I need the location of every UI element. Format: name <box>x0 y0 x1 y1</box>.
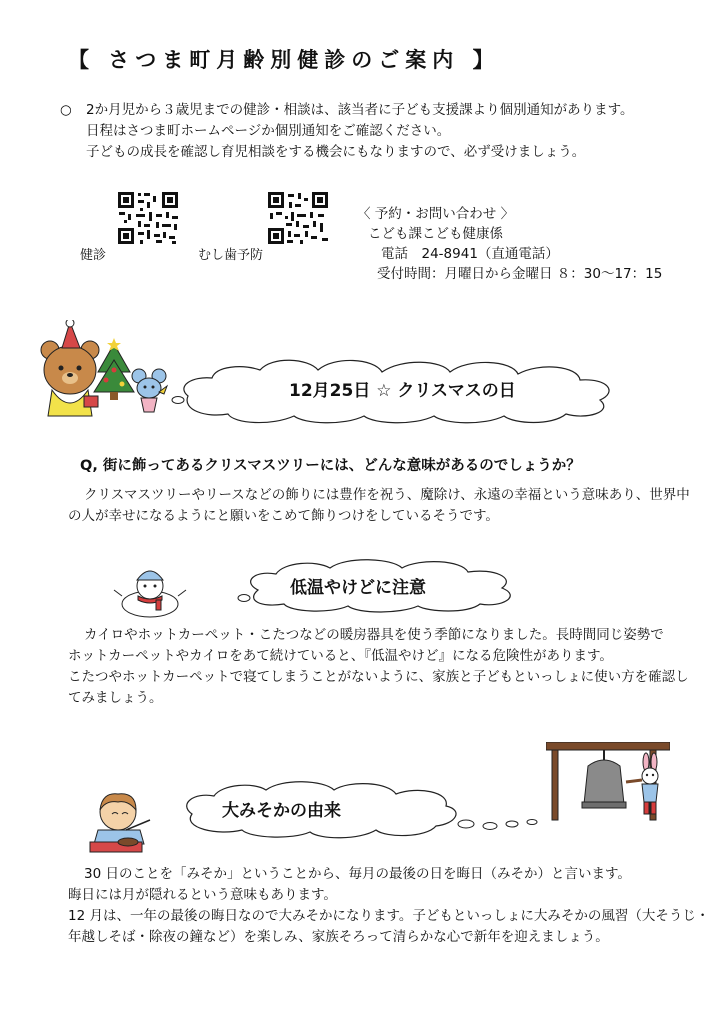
bear-mouse-christmas-illustration <box>36 320 178 420</box>
burn-line: てみましょう。 <box>68 690 163 706</box>
checkup-qr-label: 健診 <box>80 248 107 263</box>
checkup-qr-code[interactable] <box>116 190 180 246</box>
temple-bell-illustration <box>546 742 670 822</box>
burn-line: こたつやホットカーペットで寝てしまうことがないように、家族と子どもといっしょに使い方を確認し <box>68 669 689 685</box>
omisoka-line: 30 日のことを「みそか」ということから、毎月の最後の日を晦日（みそか）と言います。 <box>84 866 631 882</box>
dental-qr-code[interactable] <box>266 190 330 246</box>
omisoka-line: 12 月は、一年の最後の晦日なので大みそかになります。子どもといっしょに大みそかの風習（大そうじ・ <box>68 908 710 924</box>
answer-line: クリスマスツリーやリースなどの飾りには豊作を祝う、魔除け、永遠の幸福という意味あり、世界中 <box>84 487 690 503</box>
contact-phone: 電話 24-8941（直通電話） <box>381 246 559 262</box>
dental-qr-label: むし歯予防 <box>198 248 264 263</box>
snowman-illustration <box>112 566 188 618</box>
child-eating-soba-illustration <box>88 790 158 856</box>
omisoka-line: 年越しそば・除夜の鐘など）を楽しみ、家族そろって清らかな心で新年を迎えましょう。 <box>68 929 609 945</box>
intro-line: 2か月児から３歳児までの健診・相談は、該当者に子ども支援課より個別通知があります。 <box>86 102 634 118</box>
burn-line: カイロやホットカーペット・こたつなどの暖房器具を使う季節になりました。長時間同じ姿勢で <box>84 627 664 643</box>
burn-title: 低温やけどに注意 <box>290 578 426 598</box>
contact-hours: 受付時間：月曜日から金曜日 ８：30～17：15 <box>377 266 663 282</box>
omisoka-paragraph <box>68 864 709 948</box>
burn-paragraph <box>68 625 689 709</box>
page-title: 【 さつま町月齢別健診のご案内 】 <box>68 48 500 72</box>
omisoka-title: 大みそかの由来 <box>222 801 341 821</box>
intro-line: 日程はさつま町ホームページか個別通知をご確認ください。 <box>86 123 451 139</box>
christmas-question: Q, 街に飾ってあるクリスマスツリーには、どんな意味があるのでしょうか？ <box>80 458 581 474</box>
omisoka-line: 晦日には月が隠れるという意味もあります。 <box>68 887 337 903</box>
christmas-title: 12月25日 ☆ クリスマスの日 <box>289 381 516 401</box>
contact-heading: 〈 予約・お問い合わせ 〉 <box>357 206 515 222</box>
intro-line: 子どもの成長を確認し育児相談をする機会にもなりますので、必ず受けましょう。 <box>86 144 586 160</box>
answer-line: の人が幸せになるようにと願いをこめて飾りつけをしているそうです。 <box>68 508 499 524</box>
bullet-mark: ○ <box>60 102 72 118</box>
contact-dept: こども課こども健康係 <box>368 226 503 242</box>
contact-info <box>357 204 662 284</box>
intro-notice <box>60 100 700 163</box>
christmas-answer <box>68 485 690 527</box>
burn-line: ホットカーペットやカイロをあて続けていると、『低温やけど』になる危険性があります。 <box>68 648 613 664</box>
